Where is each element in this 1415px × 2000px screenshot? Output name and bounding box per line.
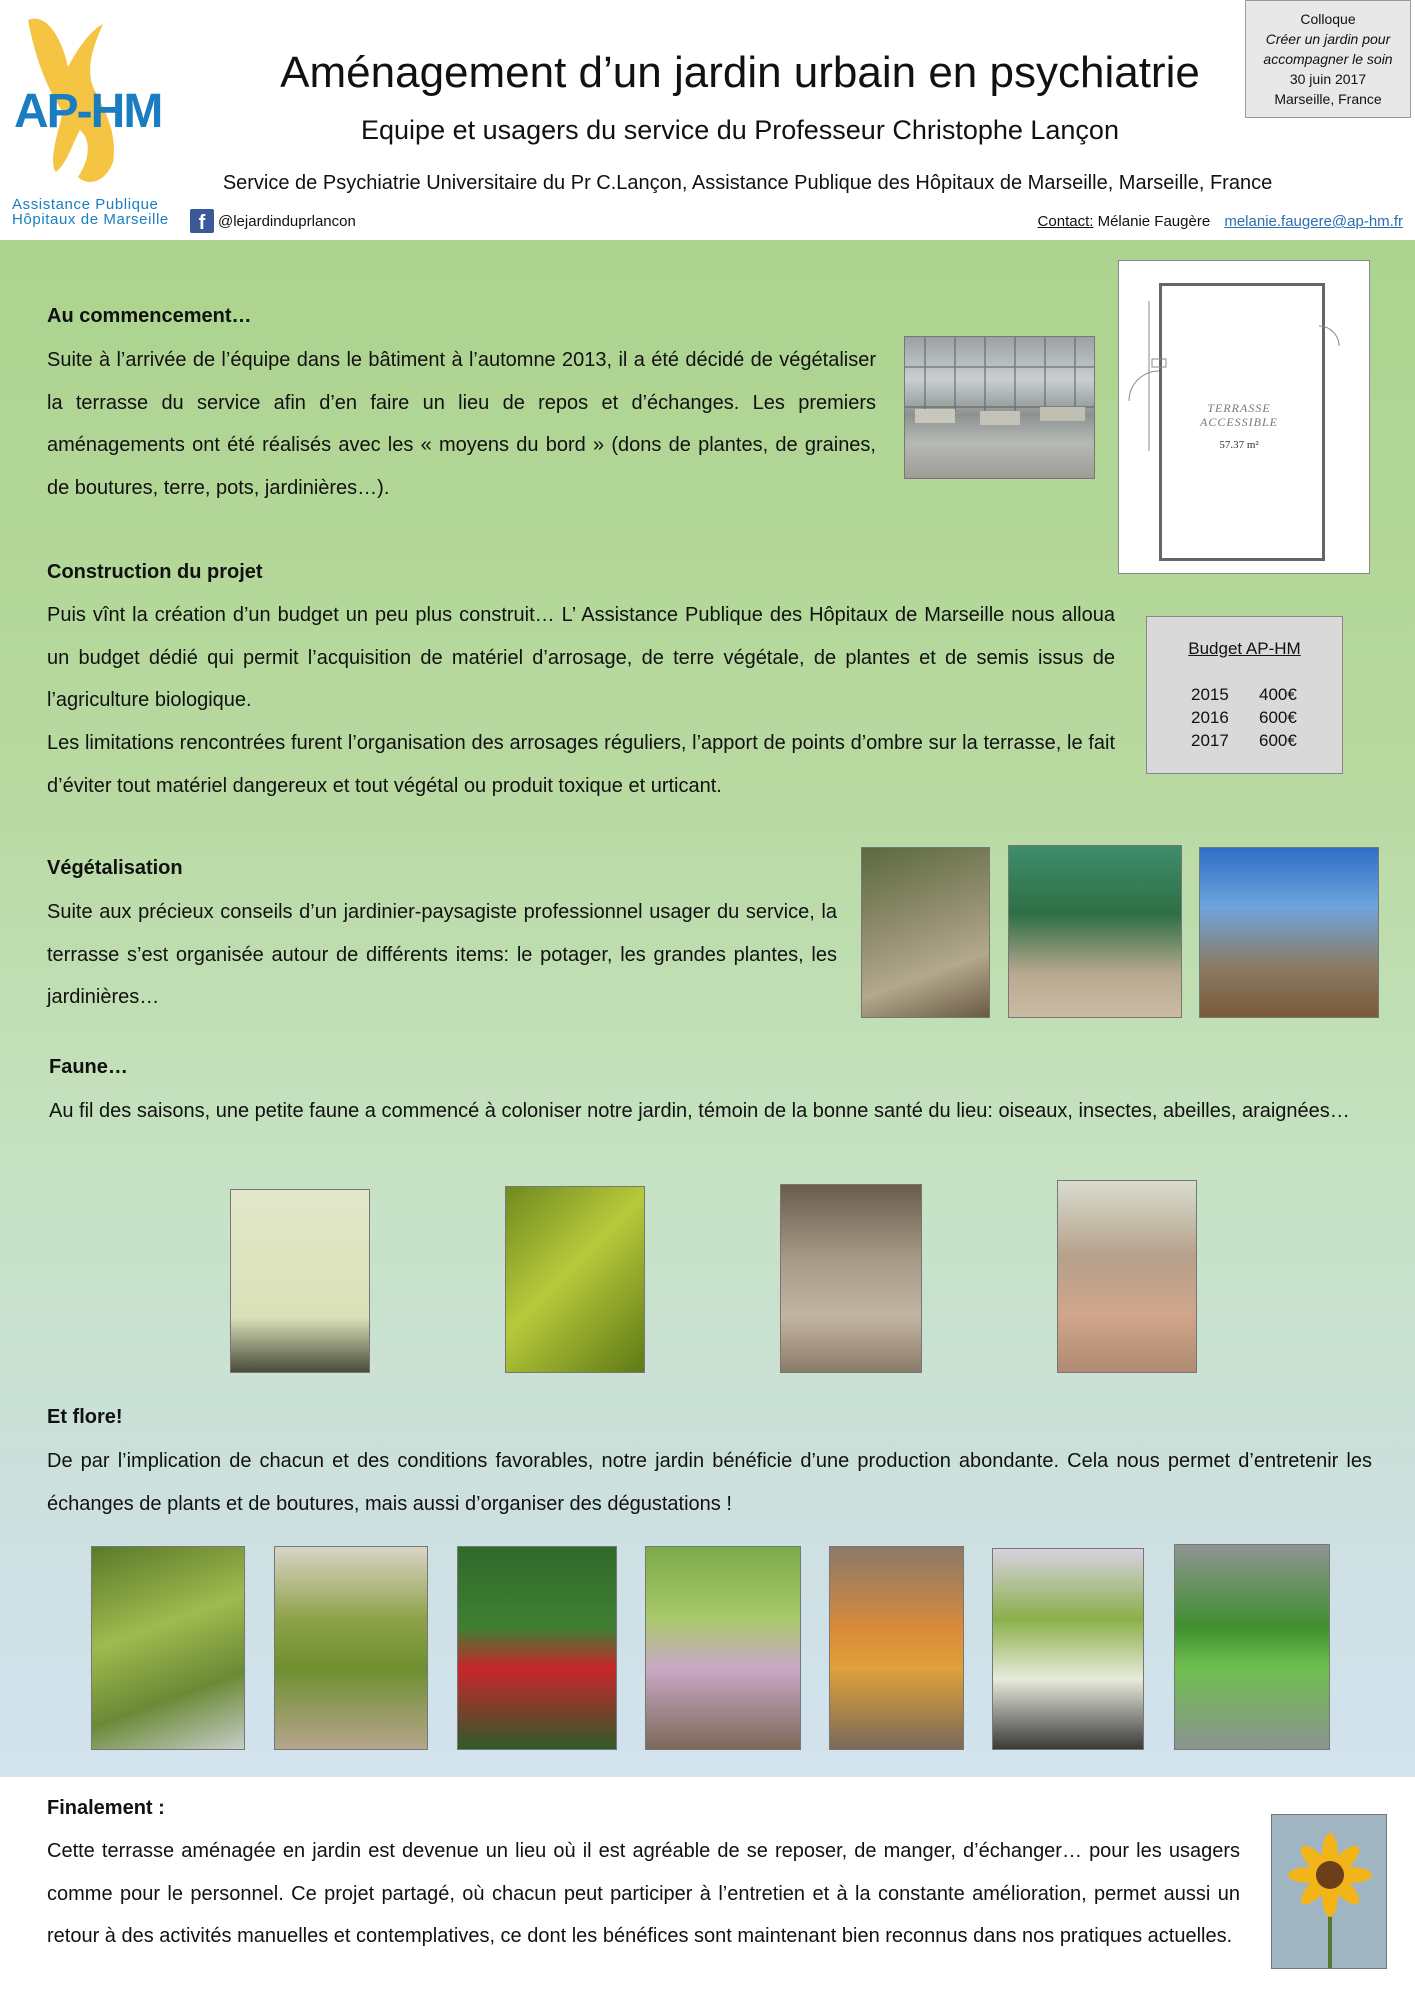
poster-title: Aménagement d’un jardin urbain en psychiatrie xyxy=(280,48,1200,97)
facebook-icon: f xyxy=(190,209,214,233)
budget-box xyxy=(1146,616,1343,774)
section-text-finalement: Cette terrasse aménagée en jardin est devenue un lieu où il est agréable de se reposer, de manger, d’échanger… pour les usagers comme pour le personnel. Ce projet partagé, où chacun peut participer à l’entretien et à la constante amélioration, permet aussi un retour à des activités manuelles et contemplatives, ce dont les bénéfices sont maintenant bien reconnus dans nos pratiques actuelles. xyxy=(47,1840,1240,1947)
garden-beds-photo xyxy=(861,847,990,1018)
ladybug-leaf-photo xyxy=(505,1186,645,1373)
section-text-flore: De par l’implication de chacun et des conditions favorables, notre jardin bénéficie d’une production abondante. Cela nous permet d’entretenir les échanges de plants et de boutures, mais aussi d’organiser des dégustations ! xyxy=(47,1450,1372,1515)
turnips-photo xyxy=(645,1546,801,1750)
poster-subtitle: Equipe et usagers du service du Professeur Christophe Lançon xyxy=(361,115,1119,145)
facebook-link[interactable] xyxy=(190,208,356,234)
contact-info xyxy=(1038,213,1403,230)
floor-plan xyxy=(1118,260,1370,574)
grapes-photo xyxy=(91,1546,245,1750)
floor-plan-label: TERRASSE ACCESSIBLE xyxy=(1200,401,1278,429)
logo-brand: AP-HM xyxy=(14,85,162,138)
insect-photo xyxy=(230,1189,370,1373)
snail-photo xyxy=(1057,1180,1197,1373)
contact-label: Contact: xyxy=(1037,213,1094,230)
insect-jar-photo xyxy=(780,1184,922,1373)
facebook-handle: @lejardinduprlancon xyxy=(218,212,356,230)
section-title-vegetalisation: Végétalisation xyxy=(47,857,183,879)
herbs-photo xyxy=(1174,1544,1330,1750)
contact-email-link[interactable]: melanie.faugere@ap-hm.fr xyxy=(1224,213,1403,230)
floor-plan-area: 57.37 m² xyxy=(1219,439,1259,451)
section-title-finalement: Finalement : xyxy=(47,1797,165,1819)
sunflower-photo xyxy=(1271,1814,1387,1969)
terrace-photo-drawing xyxy=(905,337,1095,479)
budget-row: 2016 600€ xyxy=(1191,708,1297,727)
strawberry-photo xyxy=(457,1546,617,1750)
garden-plants-photo xyxy=(1008,845,1182,1018)
garden-table-photo xyxy=(1199,847,1379,1018)
section-text-faune: Au fil des saisons, une petite faune a commencé à coloniser notre jardin, témoin de la bonne santé du lieu: oiseaux, insectes, abeilles, araignées… xyxy=(49,1100,1350,1122)
section-title-construction: Construction du projet xyxy=(47,561,263,583)
affiliation: Service de Psychiatrie Universitaire du Pr C.Lançon, Assistance Publique des Hôpitaux de Marseille, Marseille, France xyxy=(222,172,1273,194)
colloque-box: Colloque Créer un jardin pour accompagner le soin 30 juin 2017 Marseille, France xyxy=(1245,0,1411,118)
budget-row: 2017 600€ xyxy=(1191,731,1297,750)
section-title-commencement: Au commencement… xyxy=(47,305,252,327)
contact-name: Mélanie Faugère xyxy=(1097,213,1211,230)
section-text-construction-1: Puis vînt la création d’un budget un peu plus construit… L’ Assistance Publique des Hôpitaux de Marseille nous alloua un budget dédié qui permit l’acquisition de matériel d’arrosage, de terre végétale, de plantes et de semis issus de l’agriculture biologique. xyxy=(47,604,1115,711)
section-title-flore: Et flore! xyxy=(47,1406,123,1428)
tomato-photo xyxy=(274,1546,428,1750)
budget-title: Budget AP-HM xyxy=(1188,639,1301,658)
aphm-logo xyxy=(8,12,178,228)
section-text-construction-2: Les limitations rencontrées furent l’organisation des arrosages réguliers, l’apport de points d’ombre sur la terrasse, le fait d’éviter tout matériel dangereux et tout végétal ou produit toxique et urticant. xyxy=(47,732,1115,797)
section-title-faune: Faune… xyxy=(49,1056,128,1078)
terrace-photo xyxy=(904,336,1095,479)
cherry-tomatoes-photo xyxy=(829,1546,964,1750)
logo-subtitle: Assistance Publique Hôpitaux de Marseille xyxy=(12,196,169,228)
section-text-vegetalisation: Suite aux précieux conseils d’un jardinier-paysagiste professionnel usager du service, la terrasse s’est organisée autour de différents items: le potager, les grandes plantes, les jardinières… xyxy=(47,901,837,1008)
sunflower-icon xyxy=(1272,1815,1387,1969)
onions-photo xyxy=(992,1548,1144,1750)
budget-row: 2015 400€ xyxy=(1191,685,1297,704)
section-text-commencement: Suite à l’arrivée de l’équipe dans le bâtiment à l’automne 2013, il a été décidé de végétaliser la terrasse du service afin d’en faire un lieu de repos et d’échanges. Les premiers aménagements ont été réalisés avec les « moyens du bord » (dons de plantes, de graines, de boutures, terre, pots, jardinières…). xyxy=(47,349,876,499)
